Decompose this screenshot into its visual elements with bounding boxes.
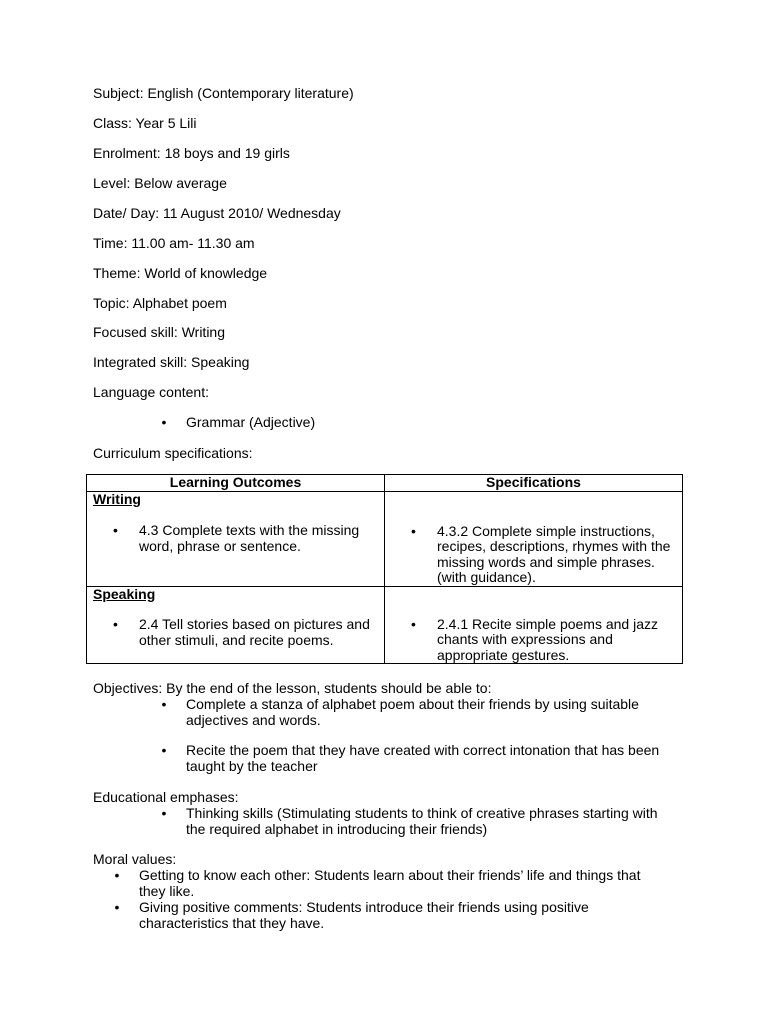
moral-value-item: Getting to know each other: Students learn about their friends’ life and things that they like. — [139, 867, 641, 899]
speaking-outcome-item — [93, 617, 378, 648]
objective-item: Complete a stanza of alphabet poem about their friends by using suitable adjectives and words. — [186, 696, 639, 728]
bullet-icon: • — [114, 867, 120, 883]
table-row-writing — [87, 491, 683, 586]
table-header-row — [87, 475, 683, 492]
bullet-icon: • — [411, 522, 416, 539]
speaking-section-title: Speaking — [93, 585, 156, 602]
bullet-icon: • — [114, 899, 120, 915]
speaking-outcome-text: 2.4 Tell stories based on pictures and other stimuli, and recite poems. — [139, 616, 370, 648]
moral-value-item: Giving positive comments: Students introduce their friends using positive characteristics that they have. — [139, 899, 589, 931]
enrolment-field: Enrolment: 18 boys and 19 girls — [93, 145, 290, 161]
learning-outcomes-header: Learning Outcomes — [87, 475, 385, 492]
theme-field: Theme: World of knowledge — [93, 265, 268, 281]
time-field: Time: 11.00 am- 11.30 am — [93, 235, 255, 251]
writing-outcome-text: 4.3 Complete texts with the missing word, phrase or sentence. — [139, 522, 360, 554]
objectives-label: Objectives: By the end of the lesson, students should be able to: — [93, 680, 492, 696]
speaking-outcome-cell — [87, 586, 385, 664]
level-field: Level: Below average — [93, 175, 227, 191]
bullet-icon: • — [161, 414, 167, 430]
bullet-icon: • — [411, 615, 416, 632]
writing-section-title: Writing — [93, 490, 141, 507]
bullet-icon: • — [113, 616, 118, 632]
bullet-icon: • — [161, 696, 167, 712]
bullet-icon: • — [113, 522, 118, 538]
curriculum-table — [86, 474, 683, 664]
writing-specification-item — [391, 524, 676, 586]
subject-field: Subject: English (Contemporary literature) — [93, 85, 354, 101]
speaking-specification-item — [391, 617, 676, 664]
date-day-field: Date/ Day: 11 August 2010/ Wednesday — [93, 205, 341, 221]
bullet-icon: • — [161, 742, 167, 758]
language-content-label: Language content: — [93, 384, 209, 400]
speaking-specification-cell — [385, 586, 683, 664]
writing-specification-text: 4.3.2 Complete simple instructions, recipes, descriptions, rhymes with the missing words and simple phrases. (with guidance). — [437, 522, 671, 585]
curriculum-label: Curriculum specifications: — [93, 445, 253, 461]
language-content-item: Grammar (Adjective) — [186, 414, 316, 430]
integrated-skill-field: Integrated skill: Speaking — [93, 354, 250, 370]
writing-specification-cell — [385, 491, 683, 586]
focused-skill-field: Focused skill: Writing — [93, 324, 226, 340]
bullet-icon: • — [161, 805, 167, 821]
educational-emphasis-item: Thinking skills (Stimulating students to think of creative phrases starting with the required alphabet in introducing their friends) — [186, 805, 658, 837]
objective-item: Recite the poem that they have created with correct intonation that has been taught by the teacher — [186, 742, 660, 774]
table-row-speaking — [87, 586, 683, 664]
speaking-specification-text: 2.4.1 Recite simple poems and jazz chants with expressions and appropriate gestures. — [437, 615, 658, 663]
educational-emphases-label: Educational emphases: — [93, 789, 239, 805]
writing-outcome-cell — [87, 491, 385, 586]
class-field: Class: Year 5 Lili — [93, 115, 197, 131]
moral-values-label: Moral values: — [93, 851, 177, 867]
writing-outcome-item — [93, 523, 378, 554]
specifications-header: Specifications — [385, 475, 683, 492]
topic-field: Topic: Alphabet poem — [93, 295, 227, 311]
